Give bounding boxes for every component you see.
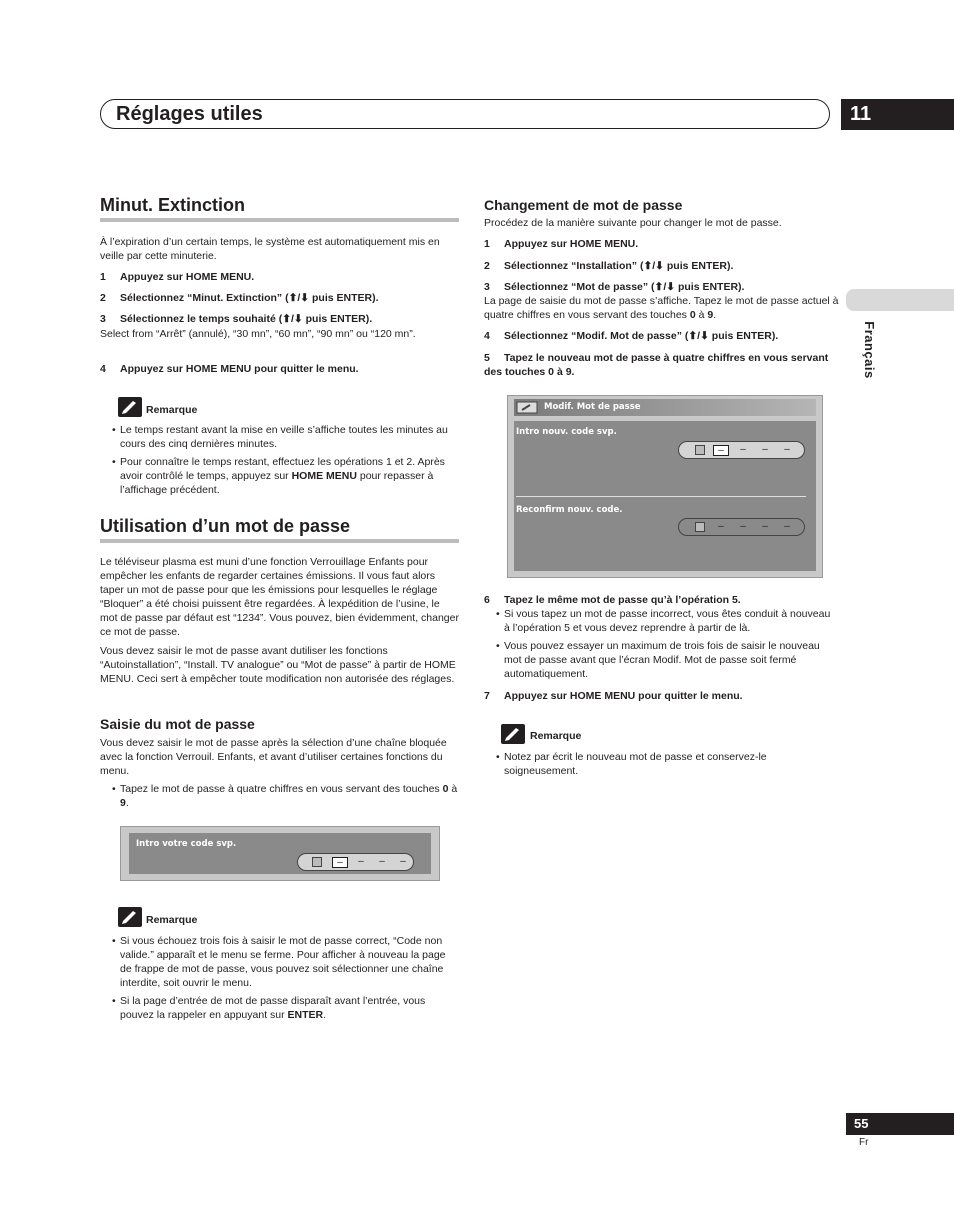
change-step-3: 3 Sélectionnez “Mot de passe” (⬆/⬇ puis ENTER).	[484, 281, 745, 293]
password-digit-4: –	[784, 444, 790, 455]
osd-prompt-new: Intro nouv. code svp.	[516, 427, 617, 437]
password-note-2: • Si la page d’entrée de mot de passe disparaît avant l’entrée, vous pouvez la rappeler en appuyant sur ENTER.	[112, 995, 426, 1021]
wrench-icon	[516, 400, 540, 415]
sleep-step-2: 2 Sélectionnez “Minut. Extinction” (⬆/⬇ puis ENTER).	[100, 292, 379, 304]
note-pencil-icon	[118, 397, 142, 417]
page-number: 55	[846, 1113, 954, 1135]
sleep-note-1: • Le temps restant avant la mise en veille s’affiche toutes les minutes au cours des cinq dernières minutes.	[112, 424, 448, 450]
change-step-3-detail: La page de saisie du mot de passe s’affiche. Tapez le mot de passe actuel à quatre chiffres en vous servant des touches 0 à 9.	[484, 295, 839, 321]
note-label: Remarque	[530, 730, 582, 742]
note-label: Remarque	[146, 914, 198, 926]
change-step-5: 5 Tapez le nouveau mot de passe à quatre chiffres en vous servant des touches 0 à 9.	[484, 352, 829, 378]
password-digit-4: –	[400, 856, 406, 867]
osd-title-bar	[514, 399, 816, 416]
sleep-intro: À l’expiration d’un certain temps, le système est automatiquement mis en veille par cette minuterie.	[100, 236, 440, 262]
password-digit-2: –	[740, 521, 746, 532]
section-rule	[100, 539, 459, 543]
change-step-7: 7 Appuyez sur HOME MENU pour quitter le menu.	[484, 690, 743, 702]
sleep-note-2: • Pour connaître le temps restant, effectuez les opérations 1 et 2. Après avoir contrôlé le temps, appuyez sur HOME MENU pour repasser à l’affichage précédent.	[112, 456, 445, 496]
osd-divider	[516, 496, 806, 497]
password-note-1: • Si vous échouez trois fois à saisir le mot de passe correct, “Code non valide.” apparaît et le menu se ferme. Pour afficher à nouveau la page de frappe de mot de passe, vous pouvez soit sélectionner une chaîne interdite, soit ouvrir le menu.	[112, 935, 446, 989]
section-title-password: Utilisation d’un mot de passe	[100, 516, 351, 536]
change-intro: Procédez de la manière suivante pour changer le mot de passe.	[484, 217, 782, 229]
password-digit-2: –	[740, 444, 746, 455]
password-field[interactable]	[297, 853, 414, 871]
password-digit-4: –	[784, 521, 790, 532]
password-digit-1: –	[332, 857, 348, 868]
new-password-field[interactable]	[678, 441, 805, 459]
entry-para: Vous devez saisir le mot de passe après la sélection d’une chaîne bloquée avec la fonction Verrouil. Enfants, et avant d’utiliser certaines fonctions du menu.	[100, 737, 447, 777]
osd-change-password-screen	[507, 395, 823, 578]
change-step-4: 4 Sélectionnez “Modif. Mot de passe” (⬆/⬇ puis ENTER).	[484, 330, 779, 342]
password-digit-1: –	[718, 521, 724, 532]
sleep-step-3: 3 Sélectionnez le temps souhaité (⬆/⬇ puis ENTER).	[100, 313, 373, 325]
keypad-icon	[312, 857, 322, 867]
change-note: • Notez par écrit le nouveau mot de passe et conservez-le soigneusement.	[496, 751, 767, 777]
section-title-sleep-timer: Minut. Extinction	[100, 195, 245, 215]
password-intro: Le téléviseur plasma est muni d’une fonction Verrouillage Enfants pour empêcher les enfants de regarder certaines émissions. Il vous faut alors taper un mot de passe pour que les émissions pour lesquelles le réglage “Bloquer” a été choisi puissent être regardées. À lexpédition de l’usine, le mot de passe par défaut est “1234”. Vous pouvez, bien évidemment, changer ce mot de passe.	[100, 556, 459, 638]
osd-password-entry-screen	[120, 826, 440, 881]
note-pencil-icon	[118, 907, 142, 927]
page-title: Réglages utiles	[116, 103, 263, 125]
page-language-code: Fr	[859, 1137, 869, 1148]
password-digit-1: –	[713, 445, 729, 456]
osd-prompt-confirm: Reconfirm nouv. code.	[516, 505, 623, 515]
subsection-title-entry: Saisie du mot de passe	[100, 716, 255, 732]
osd-prompt: Intro votre code svp.	[136, 839, 237, 849]
entry-bullet: • Tapez le mot de passe à quatre chiffres en vous servant des touches 0 à 9.	[112, 783, 458, 809]
sleep-step-4: 4 Appuyez sur HOME MENU pour quitter le menu.	[100, 363, 359, 375]
section-rule	[100, 218, 459, 222]
keypad-icon	[695, 522, 705, 532]
password-digit-3: –	[762, 444, 768, 455]
section-title-change-password: Changement de mot de passe	[484, 197, 683, 213]
step-6-bullet-1: • Si vous tapez un mot de passe incorrect, vous êtes conduit à nouveau à l’opération 5 et vous devez reprendre à partir de là.	[496, 608, 831, 634]
osd-panel	[514, 421, 816, 571]
osd-panel	[129, 833, 431, 874]
password-digit-3: –	[379, 856, 385, 867]
password-digit-2: –	[358, 856, 364, 867]
language-label: Français	[862, 321, 877, 379]
note-pencil-icon	[501, 724, 525, 744]
osd-title: Modif. Mot de passe	[544, 402, 641, 412]
confirm-password-field[interactable]	[678, 518, 805, 536]
chapter-number: 11	[841, 99, 954, 130]
change-step-2: 2 Sélectionnez “Installation” (⬆/⬇ puis ENTER).	[484, 260, 734, 272]
password-digit-3: –	[762, 521, 768, 532]
sleep-step-3-detail: Select from “Arrêt” (annulé), “30 mn”, “60 mn”, “90 mn” ou “120 mn”.	[100, 328, 416, 340]
password-para-2: Vous devez saisir le mot de passe avant dutiliser les fonctions “Autoinstallation”, “Install. TV analogue” ou “Mot de passe” à partir de HOME MENU. Ceci sert à empêcher toute modification non autorisée des réglages.	[100, 645, 456, 685]
note-label: Remarque	[146, 404, 198, 416]
step-6-bullet-2: • Vous pouvez essayer un maximum de trois fois de saisir le nouveau mot de passe avant que l’écran Modif. Mot de passe soit fermé automatiquement.	[496, 640, 820, 680]
change-step-6: 6 Tapez le même mot de passe qu’à l’opération 5.	[484, 594, 741, 606]
keypad-icon	[695, 445, 705, 455]
change-step-1: 1 Appuyez sur HOME MENU.	[484, 238, 639, 250]
sleep-step-1: 1 Appuyez sur HOME MENU.	[100, 271, 255, 283]
